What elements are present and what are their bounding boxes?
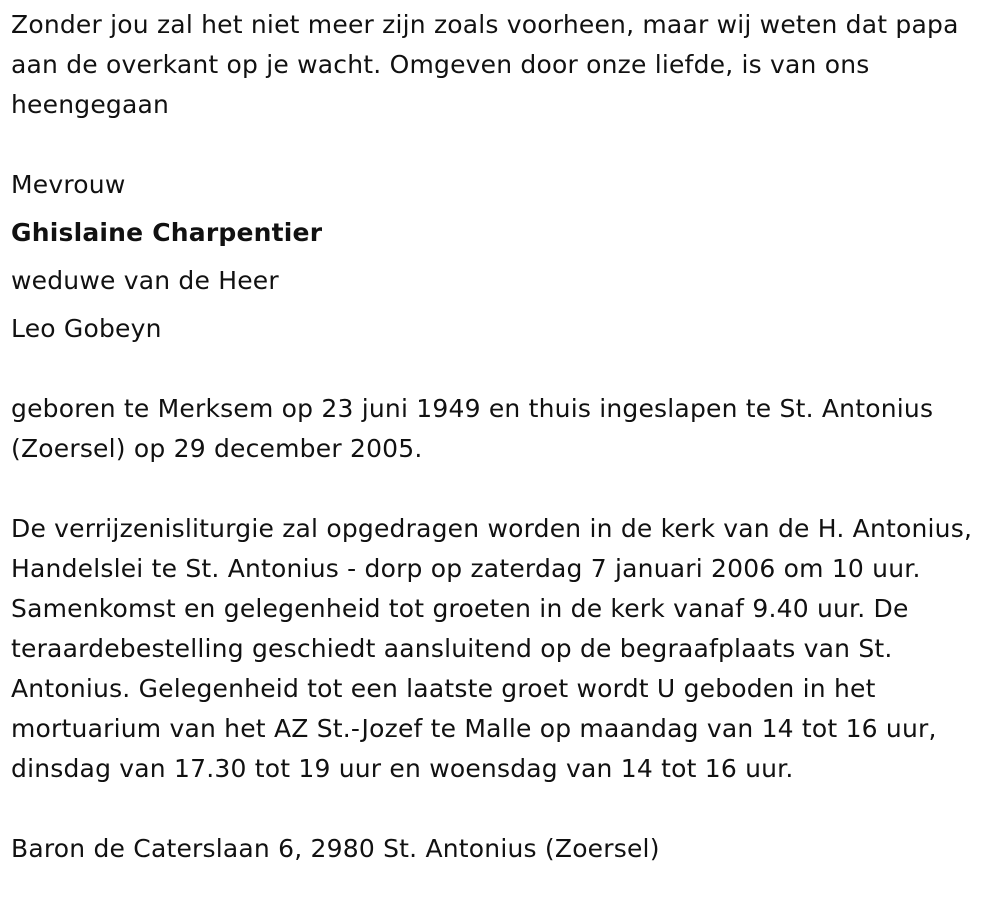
obituary-notice [11,0,996,869]
intro-paragraph: Zonder jou zal het niet meer zijn zoals voorheen, maar wij weten dat papa aan de overkant op je wacht. Omgeven door onze liefde, is van ons heengegaan [11,10,959,119]
spacer [11,349,996,389]
title-prefix: Mevrouw [11,170,126,199]
spacer [11,469,996,509]
spacer [11,125,996,165]
ceremony-paragraph: De verrijzenisliturgie zal opgedragen worden in de kerk van de H. Antonius, Handelslei te St. Antonius - dorp op zaterdag 7 januari 2006 om 10 uur. Samenkomst en gelegenheid tot groeten in de kerk vanaf 9.40 uur. De teraardebestelling geschiedt aansluitend op de begraafplaats van St. Antonius. Gelegenheid tot een laatste groet wordt U geboden in het mortuarium van het AZ St.-Jozef te Malle op maandag van 14 tot 16 uur, dinsdag van 17.30 tot 19 uur en woensdag van 14 tot 16 uur. [11,514,973,783]
address-line: Baron de Caterslaan 6, 2980 St. Antonius (Zoersel) [11,834,660,863]
relation-line: weduwe van de Heer [11,266,279,295]
deceased-name: Ghislaine Charpentier [11,218,323,247]
birth-death-paragraph: geboren te Merksem op 23 juni 1949 en thuis ingeslapen te St. Antonius (Zoersel) op 29 december 2005. [11,394,934,463]
spacer [11,789,996,829]
spouse-name: Leo Gobeyn [11,314,162,343]
